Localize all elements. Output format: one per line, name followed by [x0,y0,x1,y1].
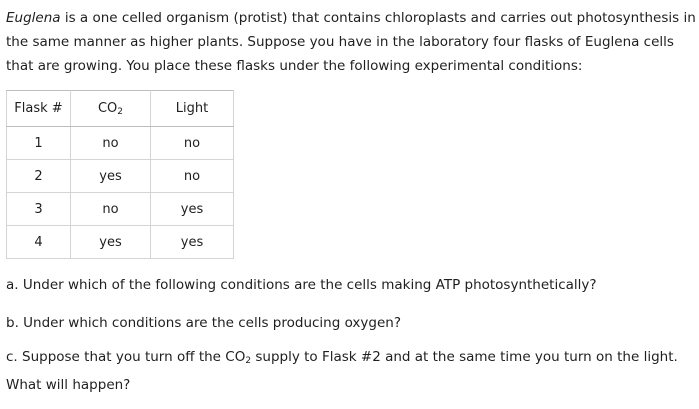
question-c-part2: supply to Flask #2 and at the same time you turn on the light. What will happen? [6,349,678,393]
cell-flask: 3 [7,193,71,226]
header-light: Light [151,91,234,127]
intro-text: is a one celled organism (protist) that contains chloroplasts and carries out photosynthesis in the same manner as higher plants. Suppose you have in the laboratory four flasks of Euglena cells that are growing. You place these flasks under the following experimental conditions: [6,10,696,74]
table-row [7,193,234,226]
cell-light: no [151,127,234,160]
cell-flask: 2 [7,160,71,193]
conditions-table [6,90,234,259]
question-c [6,345,696,397]
question-b: b. Under which conditions are the cells producing oxygen? [6,315,402,331]
question-c-sub: 2 [245,356,252,366]
cell-light: no [151,160,234,193]
cell-light: yes [151,193,234,226]
header-co2 [71,91,151,127]
table-row [7,127,234,160]
cell-flask: 4 [7,226,71,259]
cell-flask: 1 [7,127,71,160]
table-row [7,226,234,259]
cell-co2: no [71,193,151,226]
question-c-part1: c. Suppose that you turn off the CO [6,349,246,365]
organism-name: Euglena [6,10,61,26]
cell-co2: yes [71,226,151,259]
table-row [7,160,234,193]
intro-paragraph [6,6,696,78]
header-co2-base: CO [97,100,118,116]
question-a: a. Under which of the following conditions are the cells making ATP photosynthetically? [6,277,597,293]
table-header-row [7,91,234,127]
cell-co2: yes [71,160,151,193]
cell-co2: no [71,127,151,160]
header-flask: Flask # [7,91,71,127]
header-co2-sub: 2 [117,106,124,117]
cell-light: yes [151,226,234,259]
